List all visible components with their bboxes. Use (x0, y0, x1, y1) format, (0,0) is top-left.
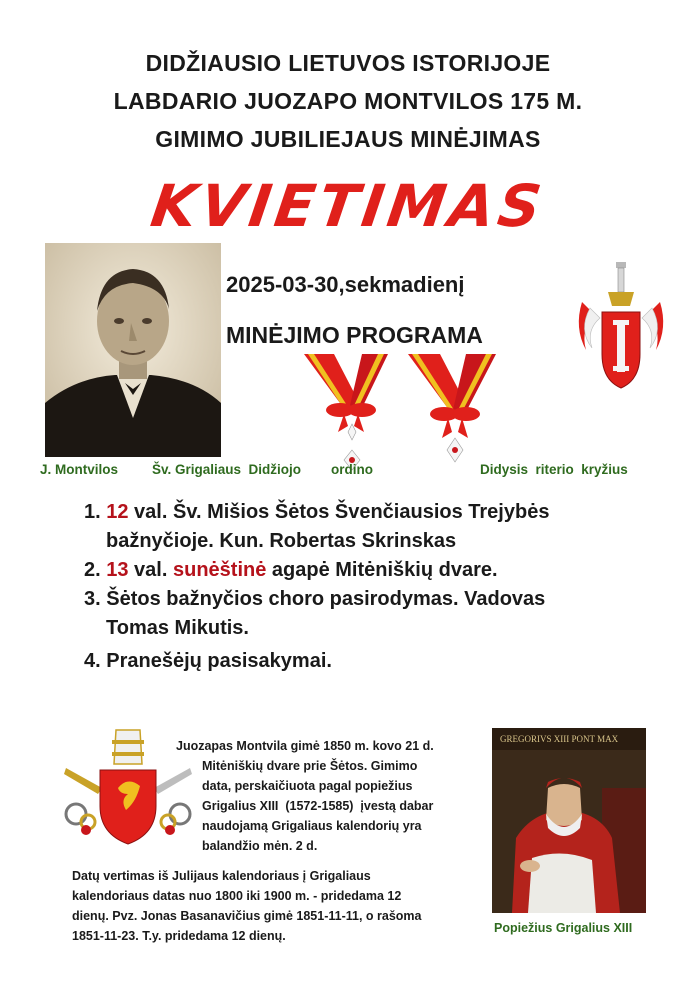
pope-gregory-portrait (492, 728, 646, 913)
item-time: 12 (106, 501, 129, 523)
program-item-3: 3. Šėtos bažnyčios choro pasirodymas. Vadovas (84, 588, 546, 610)
item-number: 1. (84, 501, 101, 523)
invitation-title: KVIETIMAS (146, 172, 550, 240)
item-number: 2. (84, 559, 101, 581)
note-line-3: dienų. Pvz. Jonas Basanavičius gimė 1851-11-11, o rašoma (72, 909, 422, 923)
program-item-2 (84, 556, 684, 585)
montvila-coat-of-arms (572, 258, 670, 392)
bio-line-4: Grigalius XIII (1572-1585) įvestą dabar (202, 799, 434, 813)
item-text: val. Šv. Mišios Šėtos Švenčiausios Trejybės (128, 501, 550, 523)
program-item-1 (84, 498, 684, 527)
bio-line-6: balandžio mėn. 2 d. (202, 839, 318, 853)
item-text: agapė Mitėniškių dvare. (266, 559, 498, 581)
caption-order: Šv. Grigaliaus Didžiojo ordino (152, 462, 374, 477)
pope-caption: Popiežius Grigalius XIII (494, 921, 633, 935)
header-line-1: DIDŽIAUSIO LIETUVOS ISTORIJOJE (145, 50, 551, 76)
note-line-2: kalendoriaus datas nuo 1800 iki 1900 m. - pridedama 12 (72, 889, 402, 903)
papal-coat-of-arms (62, 726, 194, 850)
bio-line-1: Juozapas Montvila gimė 1850 m. kovo 21 d. (176, 739, 434, 753)
painting-inscription: GREGORIVS XIII PONT MAX (500, 734, 619, 744)
item-highlight: sunėštinė (172, 559, 267, 581)
program-item-1-cont: bažnyčioje. Kun. Robertas Skrinskas (106, 530, 457, 552)
program-item-3-cont: Tomas Mikutis. (106, 617, 249, 639)
montvila-portrait (45, 243, 221, 457)
caption-portrait: J. Montvilos (40, 462, 119, 477)
bio-line-2: Mitėniškių dvare prie Šėtos. Gimimo (202, 759, 418, 773)
note-line-4: 1851-11-23. T.y. pridedama 12 dienų. (72, 929, 286, 943)
program-item-4: 4. Pranešėjų pasisakymai. (84, 650, 332, 672)
header-line-2: LABDARIO JUOZAPO MONTVILOS 175 M. (113, 88, 583, 114)
order-ribbons-image (300, 352, 498, 474)
bio-line-3: data, perskaičiuota pagal popiežius (202, 779, 413, 793)
note-line-1: Datų vertimas iš Julijaus kalendoriaus į Grigaliaus (72, 869, 371, 883)
event-date: 2025-03-30,sekmadienį (226, 272, 465, 297)
program-title: MINĖJIMO PROGRAMA (226, 322, 483, 348)
bio-line-5: naudojamą Grigaliaus kalendorių yra (202, 819, 422, 833)
header-line-3: GIMIMO JUBILIEJAUS MINĖJIMAS (155, 126, 541, 152)
program-list (84, 498, 684, 676)
item-time: 13 (106, 559, 129, 581)
item-text: val. (128, 559, 173, 581)
caption-cross: Didysis riterio kryžius (480, 462, 628, 477)
